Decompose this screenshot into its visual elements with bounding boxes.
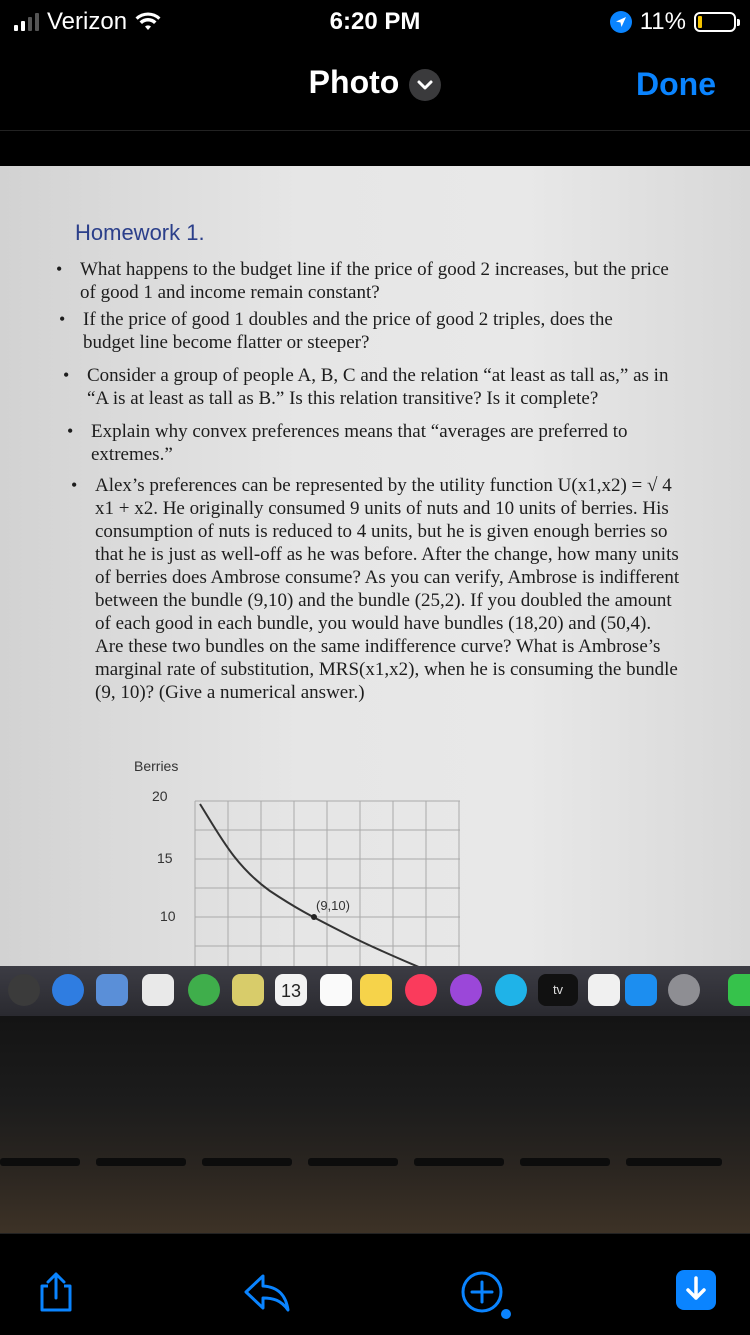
question-item: • If the price of good 1 doubles and the price of good 2 triples, does the budget line become flatter or steeper?: [59, 309, 613, 353]
calendar-icon: 13: [275, 974, 307, 1006]
y-tick: 15: [157, 850, 173, 866]
y-tick: 20: [152, 788, 168, 804]
laptop-body: [0, 1016, 750, 1233]
question-text: What happens to the budget line if the price of good 2 increases, but the price of good 1 and income remain constant?: [80, 259, 669, 303]
messages-icon: [188, 974, 220, 1006]
tv-icon: tv: [538, 974, 578, 1006]
share-button[interactable]: [34, 1270, 78, 1314]
point-label: (9,10): [316, 898, 350, 913]
chart-grid: [195, 801, 460, 971]
battery-icon: [694, 12, 736, 32]
save-button[interactable]: [676, 1270, 720, 1314]
question-text: Explain why convex preferences means that “averages are preferred to extremes.”: [91, 421, 628, 465]
clock: 6:20 PM: [329, 8, 421, 35]
news-icon: [588, 974, 620, 1006]
reply-button[interactable]: [243, 1270, 287, 1314]
status-right: [610, 8, 736, 36]
facetime-icon: [495, 974, 527, 1006]
system-preferences-icon: [668, 974, 700, 1006]
y-tick: 10: [160, 908, 176, 924]
status-bar: [0, 0, 750, 40]
chart-ylabel: Berries: [134, 758, 179, 774]
chevron-down-icon: [409, 69, 441, 101]
question-item: • Alex’s preferences can be represented by the utility function U(x1,x2) = √ 4 x1 + x2. He originally consumed 9 units of nuts and 10 units of berries. His consumption of nuts is reduced to 4 units, but he is given enough berries so that he is just as well-off as he was before. After the change, how many units of berries does Ambrose consume? As you can verify, Ambrose is indifferent between the bundle (9,10) and the bundle (25,2). If you doubled the amount of each good in each bundle, you would have bundles (18,20) and (50,4). Are these two bundles on the same indifference curve? What is Ambrose’s marginal rate of substitution, MRS(x1,x2), when he is consuming the bundle (9, 10)? (Give a numerical answer.): [71, 475, 680, 703]
nav-title: Photo: [308, 64, 400, 100]
maps-icon: [232, 974, 264, 1006]
nav-bar: [0, 40, 750, 131]
question-text: Alex’s preferences can be represented by the utility function U(x1,x2) = √ 4 x1 + x2. He originally consumed 9 units of nuts and 10 units of berries. His consumption of nuts is reduced to 4 units, but he is given enough berries so that he is just as well-off as he was before. After the change, how many units of berries does Ambrose consume? As you can verify, Ambrose is indifferent between the bundle (9,10) and the bundle (25,2). If you doubled the amount of each good in each bundle, you would have bundles (18,20) and (50,4). Are these two bundles on the same indifference curve? What is Ambrose’s marginal rate of substitution, MRS(x1,x2), when he is consuming the bundle (9, 10)? (Give a numerical answer.): [95, 475, 680, 703]
location-icon: [610, 11, 632, 33]
dock-strip: [0, 966, 750, 1016]
markup-button[interactable]: [460, 1270, 504, 1314]
mail-icon: [96, 974, 128, 1006]
phone-app-icon: [728, 974, 750, 1006]
question-item: • What happens to the budget line if the price of good 2 increases, but the price of good 1 and income remain constant?: [56, 259, 669, 303]
safari-icon: [52, 974, 84, 1006]
homework-sheet: [0, 166, 750, 966]
reply-icon: [243, 1270, 291, 1314]
save-icon: [676, 1270, 716, 1310]
app-store-icon: [625, 974, 657, 1006]
keyboard-edge: [0, 1158, 750, 1166]
question-item: • Explain why convex preferences means that “averages are preferred to extremes.”: [67, 421, 628, 465]
contacts-icon: [142, 974, 174, 1006]
notes-icon: [360, 974, 392, 1006]
done-button[interactable]: Done: [636, 66, 716, 102]
bundle-point: [311, 914, 317, 920]
page-title: Homework 1.: [75, 220, 205, 245]
launchpad-icon: [8, 974, 40, 1006]
question-text: Consider a group of people A, B, C and the relation “at least as tall as,” as in “A is at least as tall as B.” Is this relation transitive? Is it complete?: [87, 365, 669, 409]
battery-percent: 11%: [639, 8, 686, 35]
podcasts-icon: [450, 974, 482, 1006]
bottom-toolbar: [0, 1233, 750, 1335]
question-text: If the price of good 1 doubles and the price of good 2 triples, does the budget line become flatter or steeper?: [83, 309, 613, 353]
photo-view: [0, 166, 750, 1233]
question-item: • Consider a group of people A, B, C and the relation “at least as tall as,” as in “A is at least as tall as B.” Is this relation transitive? Is it complete?: [63, 365, 669, 409]
indifference-chart: [190, 796, 470, 971]
music-icon: [405, 974, 437, 1006]
markup-icon: [460, 1270, 514, 1322]
share-icon: [34, 1270, 78, 1314]
reminders-icon: [320, 974, 352, 1006]
carrier-label: Verizon: [47, 8, 128, 35]
